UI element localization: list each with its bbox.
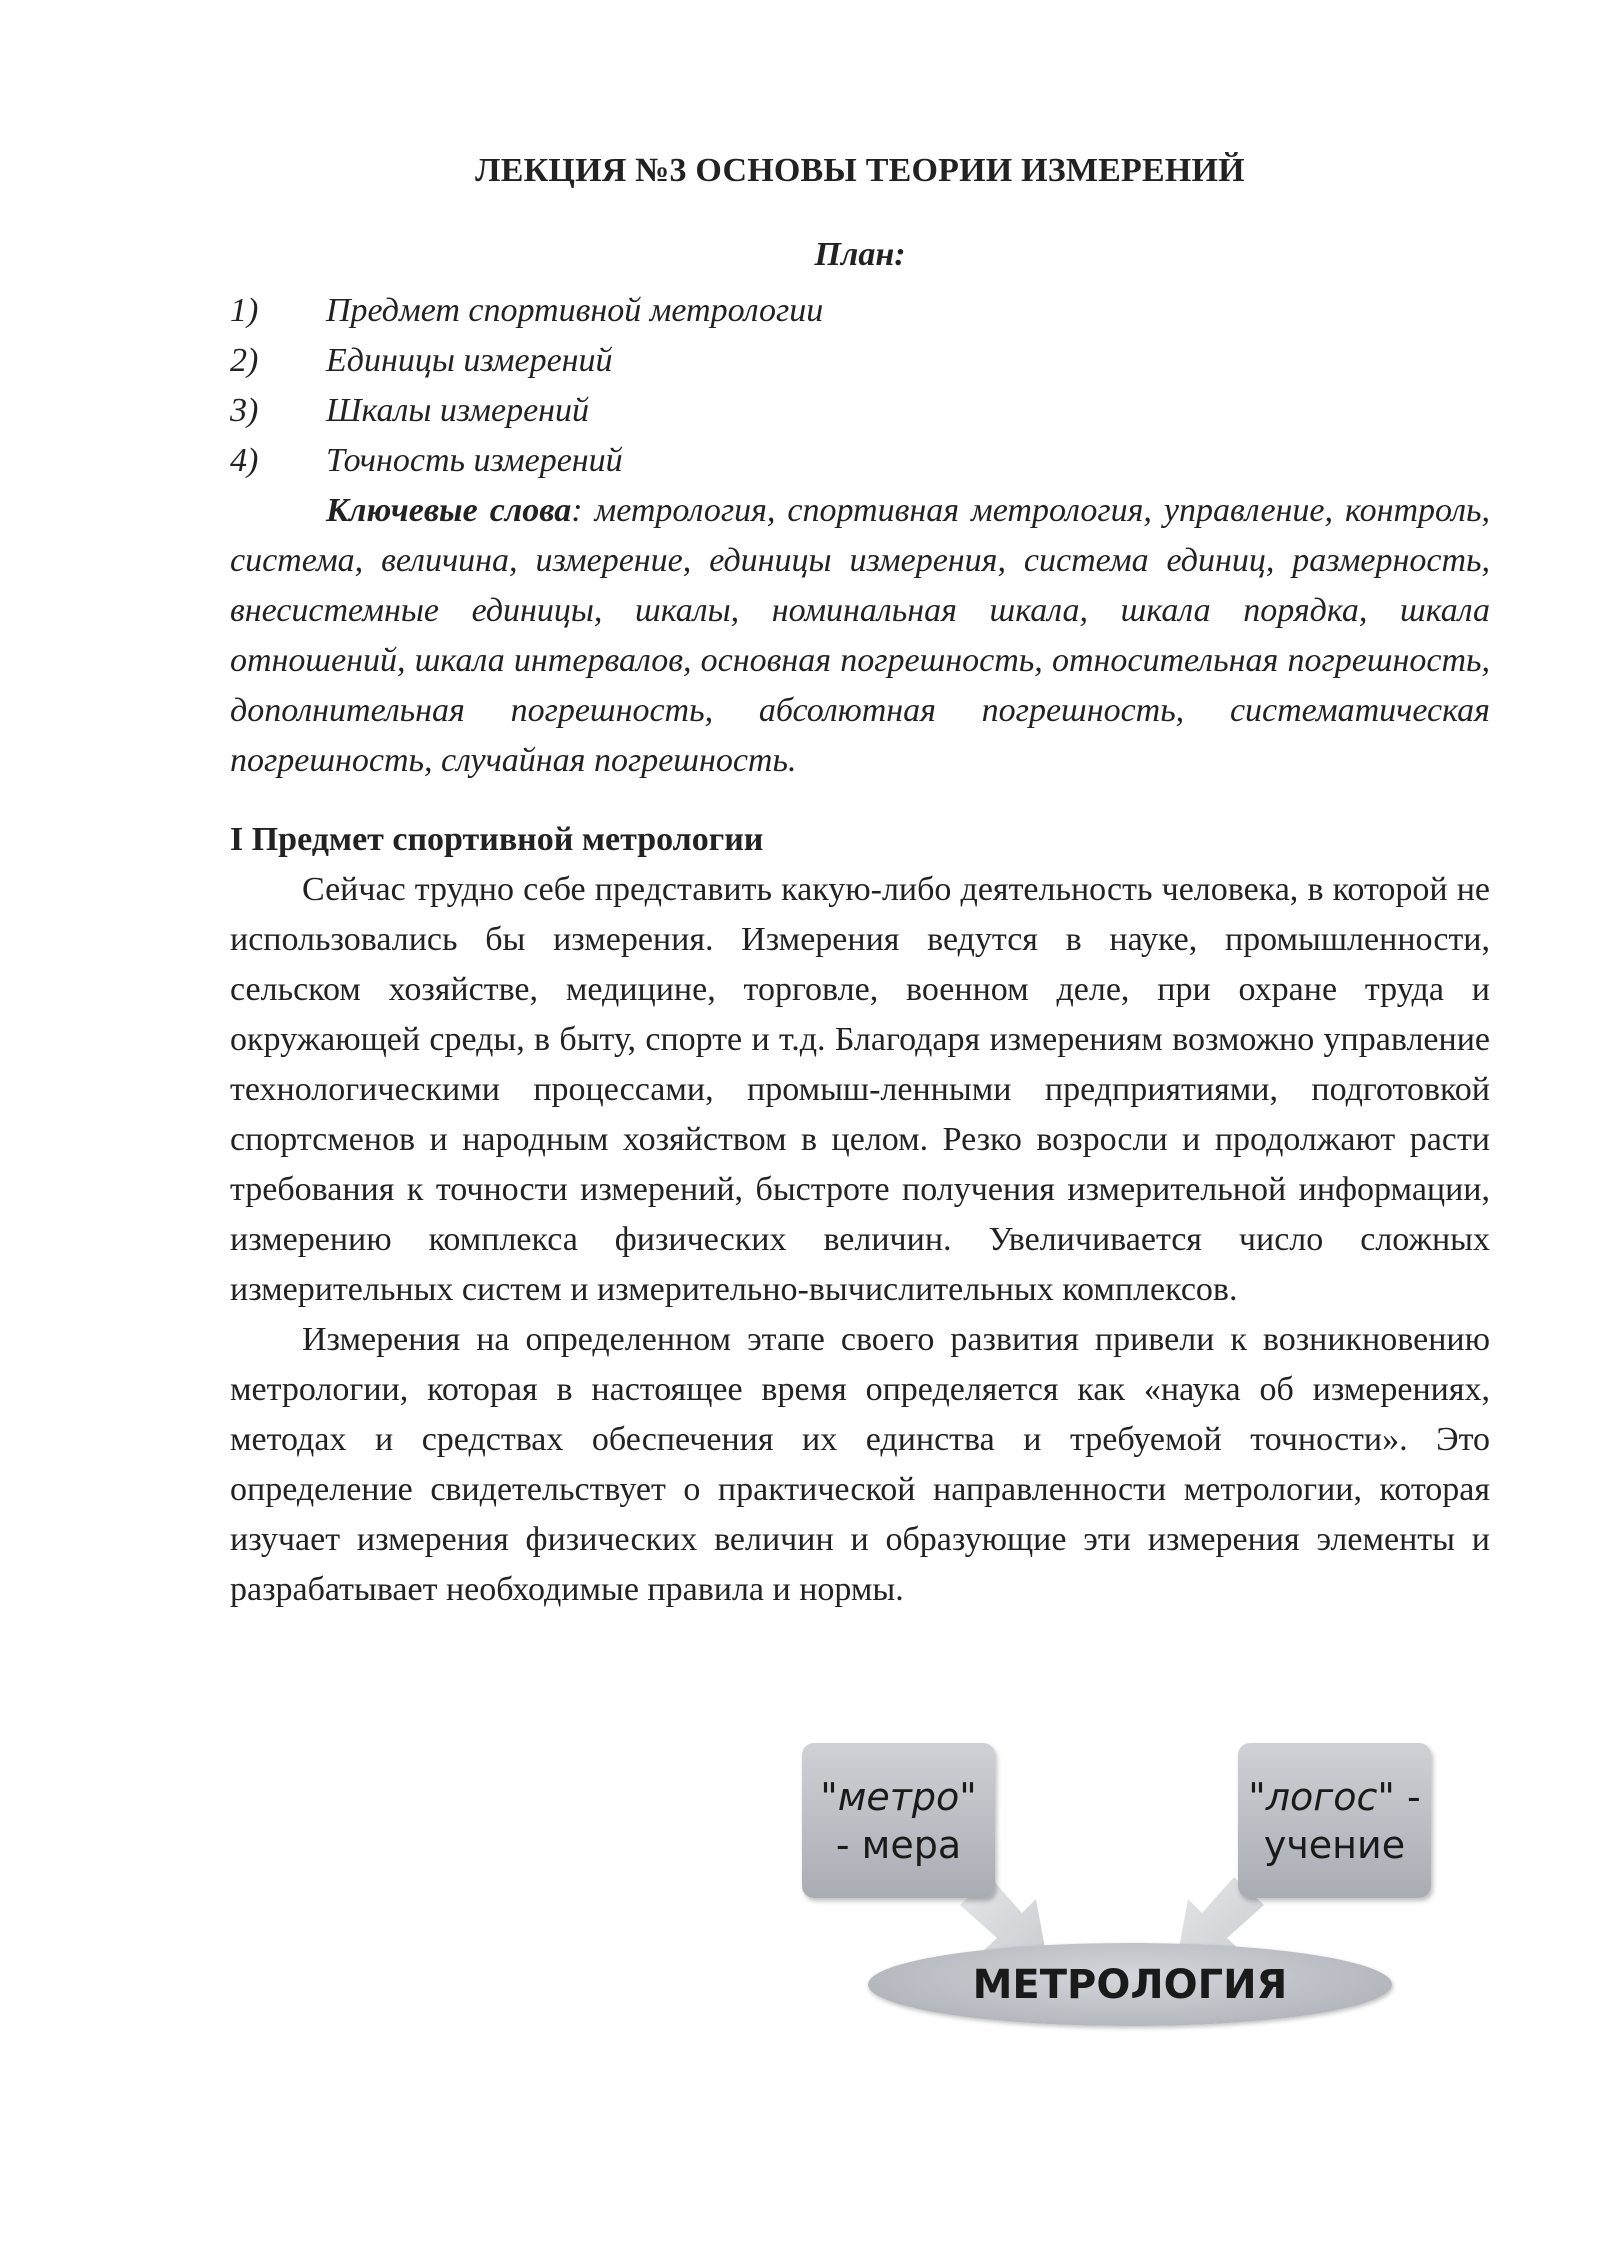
plan-item [230,436,1490,486]
plan-item-number: 1) [230,292,259,329]
plan-item-text: Точность измерений [326,442,623,479]
metro-word: метро [837,1774,960,1819]
logos-quote-close: " - [1377,1774,1421,1819]
lecture-title: ЛЕКЦИЯ №3 ОСНОВЫ ТЕОРИИ ИЗМЕРЕНИЙ [475,152,1245,189]
metro-box [802,1743,995,1898]
plan-item [230,286,1490,336]
logos-meaning: учение [1263,1822,1406,1867]
logos-quote-open: " [1248,1774,1266,1819]
section-body [230,865,1490,1615]
keywords-paragraph [230,486,1490,786]
keywords-label: Ключевые слова [326,492,572,529]
metro-quote-close: " [959,1774,977,1819]
metrology-ellipse: МЕТРОЛОГИЯ [868,1943,1392,2026]
plan-item-text: Шкалы измерений [326,392,590,429]
plan-item-number: 3) [230,392,259,429]
plan-list [230,286,1490,486]
plan-item [230,386,1490,436]
etymology-diagram [790,1735,1450,2025]
logos-word: логос [1265,1774,1378,1819]
section-title: I Предмет спортивной метрологии [230,821,764,858]
plan-item-number: 2) [230,342,259,379]
keywords-text: : метрология, спортивная метрология, управление, контроль, система, величина, измерение, единицы измерения, система единиц, размерность, внесистемные единицы, шкалы, номинальная шкала, шкала порядка, шкала отношений, шкала интервалов, основная погрешность, относительная погрешность, дополнительная погрешность, абсолютная погрешность, систематическая погрешность, случайная погрешность. [230,492,1490,779]
plan-item-text: Единицы измерений [326,342,613,379]
metro-meaning: - мера [835,1822,962,1867]
logos-box [1238,1743,1431,1898]
plan-item-number: 4) [230,442,259,479]
body-paragraph: Измерения на определенном этапе своего развития привели к возникновению метрологии, которая в настоящее время определяется как «наука об измерениях, методах и средствах обеспечения их единства и требуемой точности». Это определение свидетельствует о практической направленности метрологии, которая изучает измерения физических величин и образующие эти измерения элементы и разрабатывает необходимые правила и нормы. [230,1321,1490,1608]
body-paragraph: Сейчас трудно себе представить какую-либо деятельность человека, в которой не использовались бы измерения. Измерения ведутся в науке, промышленности, сельском хозяйстве, медицине, торговле, военном деле, при охране труда и окружающей среды, в быту, спорте и т.д. Благодаря измерениям возможно управление технологическими процессами, промыш-ленными предприятиями, подготовкой спортсменов и народным хозяйством в целом. Резко возросли и продолжают расти требования к точности измерений, быстроте получения измерительной информации, измерению комплекса физических величин. Увеличивается число сложных измерительных систем и измерительно-вычислительных комплексов. [230,871,1490,1308]
metro-quote-open: " [820,1774,838,1819]
plan-item [230,336,1490,386]
plan-heading: План: [814,236,906,273]
plan-item-text: Предмет спортивной метрологии [326,292,824,329]
